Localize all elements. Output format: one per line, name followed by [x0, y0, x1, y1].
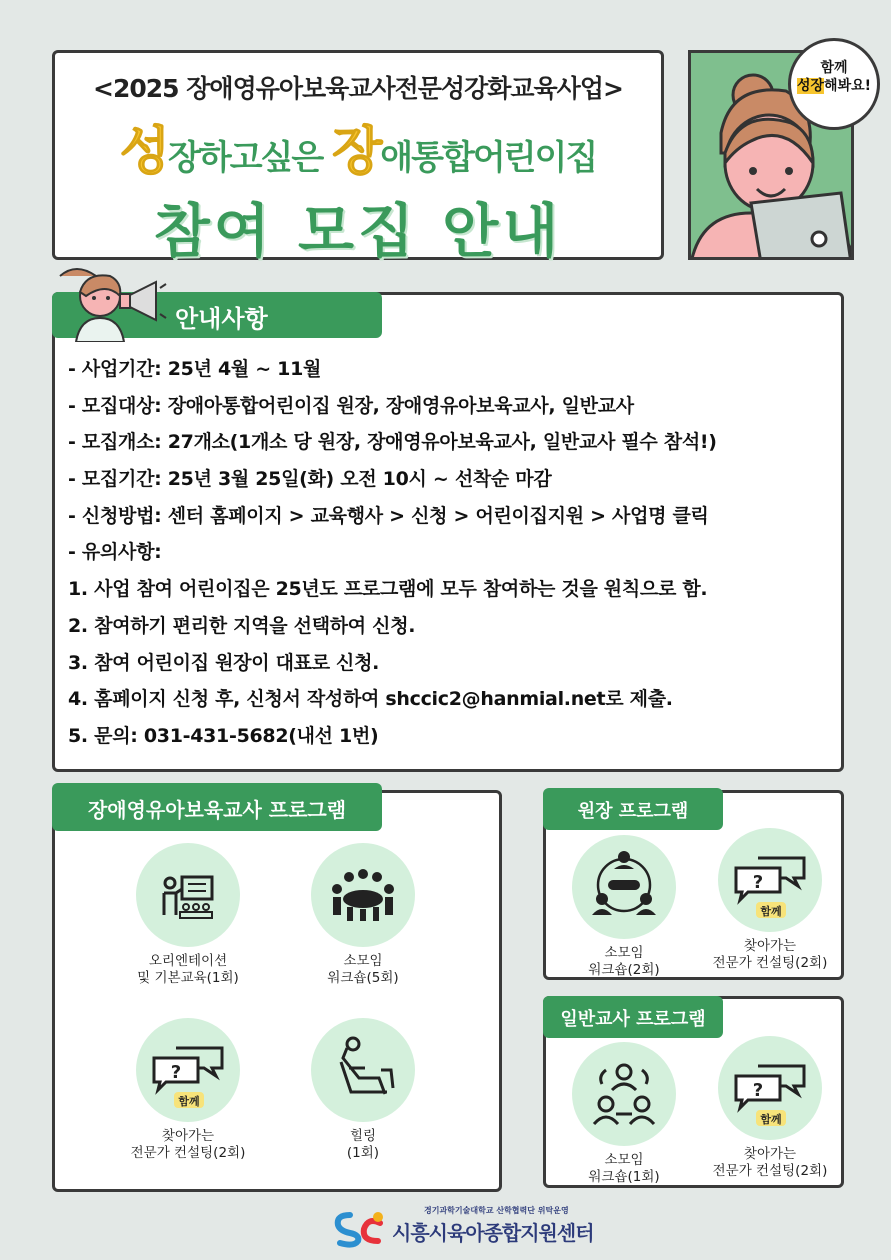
- program-caption: 힐링 (1회): [346, 1128, 380, 1161]
- program-caption: 소모임 워크숍(1회): [588, 1152, 660, 1185]
- together-badge: 함께: [760, 1113, 782, 1126]
- program-item: [130, 843, 246, 987]
- list-item: 5. 문의: 031-431-5682(내선 1번): [68, 724, 379, 747]
- center-logo-icon: [332, 1209, 388, 1249]
- program-item: [130, 1018, 246, 1162]
- program-item: [566, 1042, 682, 1186]
- program-item: [305, 843, 421, 987]
- footer: [332, 1205, 592, 1250]
- consulting-chat-icon: [718, 828, 822, 932]
- slogan-char-1: 성: [119, 122, 168, 182]
- program-caption: 오리엔테이션 및 기본교육(1회): [137, 953, 239, 986]
- lecture-icon: [136, 843, 240, 947]
- together-badge: 함께: [760, 905, 782, 918]
- slogan-text-2: 애통합어린이집: [380, 138, 597, 178]
- relax-chair-icon: [311, 1018, 415, 1122]
- info-tab-label: 안내사항: [175, 305, 268, 333]
- consulting-chat-icon: [136, 1018, 240, 1122]
- program-item: [305, 1018, 421, 1162]
- list-item: - 모집개소: 27개소(1개소 당 원장, 장애영유아보육교사, 일반교사 필수 참석!): [68, 431, 717, 454]
- list-item: - 신청방법: 센터 홈페이지 > 교육행사 > 신청 > 어린이집지원 > 사업명 클릭: [68, 504, 709, 527]
- list-item: 4. 홈페이지 신청 후, 신청서 작성하여 shccic2@hanmial.net로 제출.: [68, 688, 673, 711]
- general-program-tab: 일반교사 프로그램: [543, 996, 723, 1038]
- bubble-line-1: 함께: [820, 60, 848, 76]
- speech-bubble: [788, 38, 880, 130]
- page-title: 참여 모집 안내: [153, 197, 563, 265]
- svg-text:?: ?: [170, 1062, 182, 1083]
- info-list: [68, 354, 838, 758]
- list-item: - 유의사항:: [68, 541, 162, 564]
- svg-text:?: ?: [752, 872, 764, 893]
- footer-operator-text: 경기과학기술대학교 산학협력단 위탁운영: [424, 1206, 569, 1215]
- director-program-tab: 원장 프로그램: [543, 788, 723, 830]
- program-caption: 찾아가는 전문가 컨설팅(2회): [130, 1128, 246, 1161]
- svg-text:?: ?: [752, 1080, 764, 1101]
- footer-org-name: 시흥시육아종합지원센터: [392, 1221, 594, 1245]
- bubble-highlight: 성장: [796, 78, 825, 94]
- program-caption: 찾아가는 전문가 컨설팅(2회): [712, 1146, 828, 1179]
- program-item: [566, 835, 682, 979]
- bubble-line-2: 해봐요!: [824, 78, 872, 94]
- group-people-icon: [572, 1042, 676, 1146]
- teacher-program-tab: 장애영유아보육교사 프로그램: [52, 783, 382, 831]
- list-item: - 모집대상: 장애아통합어린이집 원장, 장애영유아보육교사, 일반교사: [68, 394, 634, 417]
- header-subtitle: <2025 장애영유아보육교사전문성강화교육사업>: [93, 74, 623, 103]
- program-item: [700, 828, 840, 972]
- program-caption: 소모임 워크숍(2회): [588, 945, 660, 978]
- slogan-char-2: 장: [332, 122, 381, 182]
- header-box: [52, 50, 664, 265]
- together-badge: 함께: [178, 1095, 200, 1108]
- list-item: - 모집기간: 25년 3월 25일(화) 오전 10시 ~ 선착순 마감: [68, 468, 552, 491]
- program-caption: 소모임 워크숍(5회): [327, 953, 399, 986]
- list-item: 1. 사업 참여 어린이집은 25년도 프로그램에 모두 참여하는 것을 원칙으로 함.: [68, 578, 708, 601]
- program-item: [700, 1036, 840, 1180]
- list-item: - 사업기간: 25년 4월 ~ 11월: [68, 358, 322, 380]
- slogan-text-1: 장하고싶은: [168, 138, 333, 178]
- teacher-program-box: [52, 790, 502, 1192]
- meeting-table-icon: [311, 843, 415, 947]
- list-item: 2. 참여하기 편리한 지역을 선택하여 신청.: [68, 614, 416, 637]
- megaphone-girl-icon: [56, 262, 168, 342]
- program-caption: 찾아가는 전문가 컨설팅(2회): [712, 938, 828, 971]
- consulting-chat-icon: [718, 1036, 822, 1140]
- header-slogan: [55, 109, 661, 184]
- list-item: 3. 참여 어린이집 원장이 대표로 신청.: [68, 651, 380, 674]
- group-discussion-icon: [572, 835, 676, 939]
